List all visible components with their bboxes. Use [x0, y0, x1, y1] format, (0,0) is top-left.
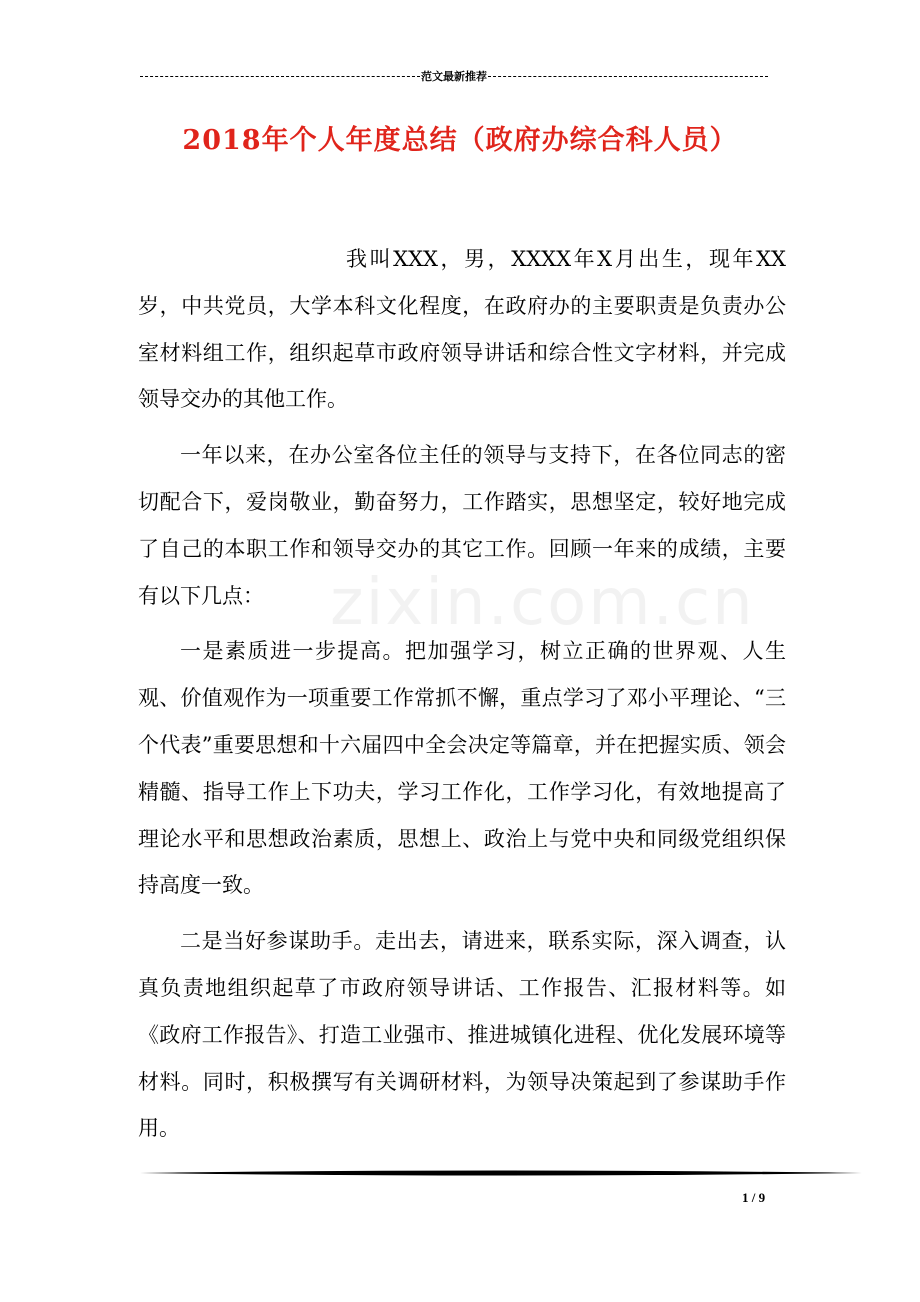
watermark: zixin.com.cn: [330, 566, 755, 640]
paragraph-point-one: 一是素质进一步提高。把加强学习，树立正确的世界观、人生观、价值观作为一项重要工作常抓不懈，重点学习了邓小平理论、“三个代表”重要思想和十六届四中全会决定等篇章，并在把握实质、领会精髓、指导工作上下功夫，学习工作化，工作学习化，有效地提高了理论水平和思想政治素质，思想上、政治上与党中央和同级党组织保持高度一致。: [138, 639, 786, 898]
paragraph-overview: 一年以来，在办公室各位主任的领导与支持下，在各位同志的密切配合下，爱岗敬业，勤奋努力，工作踏实，思想坚定，较好地完成了自己的本职工作和领导交办的其它工作。回顾一年来的成绩，主要有以下几点：: [138, 443, 786, 608]
document-title: 2018年个人年度总结（政府办综合科人员）: [182, 125, 738, 156]
page-header: [140, 68, 768, 84]
page-number: 1 / 9: [742, 1190, 766, 1205]
footer-rule: [140, 1169, 862, 1177]
document-body: [138, 236, 786, 1161]
paragraph-intro: 我叫XXX，男，XXXX年X月出生，现年XX岁，中共党员，大学本科文化程度，在政府办的主要职责是负责办公室材料组工作，组织起草市政府领导讲话和综合性文字材料，并完成领导交办的其他工作。: [138, 247, 786, 412]
header-dash-right: [488, 76, 768, 77]
paragraph-point-two: 二是当好参谋助手。走出去，请进来，联系实际，深入调查，认真负责地组织起草了市政府领导讲话、工作报告、汇报材料等。如《政府工作报告》、打造工业强市、推进城镇化进程、优化发展环境等材料。同时，积极撰写有关调研材料，为领导决策起到了参谋助手作用。: [138, 929, 786, 1141]
header-label: 范文最新推荐: [421, 70, 487, 83]
header-dash-left: [140, 76, 420, 77]
